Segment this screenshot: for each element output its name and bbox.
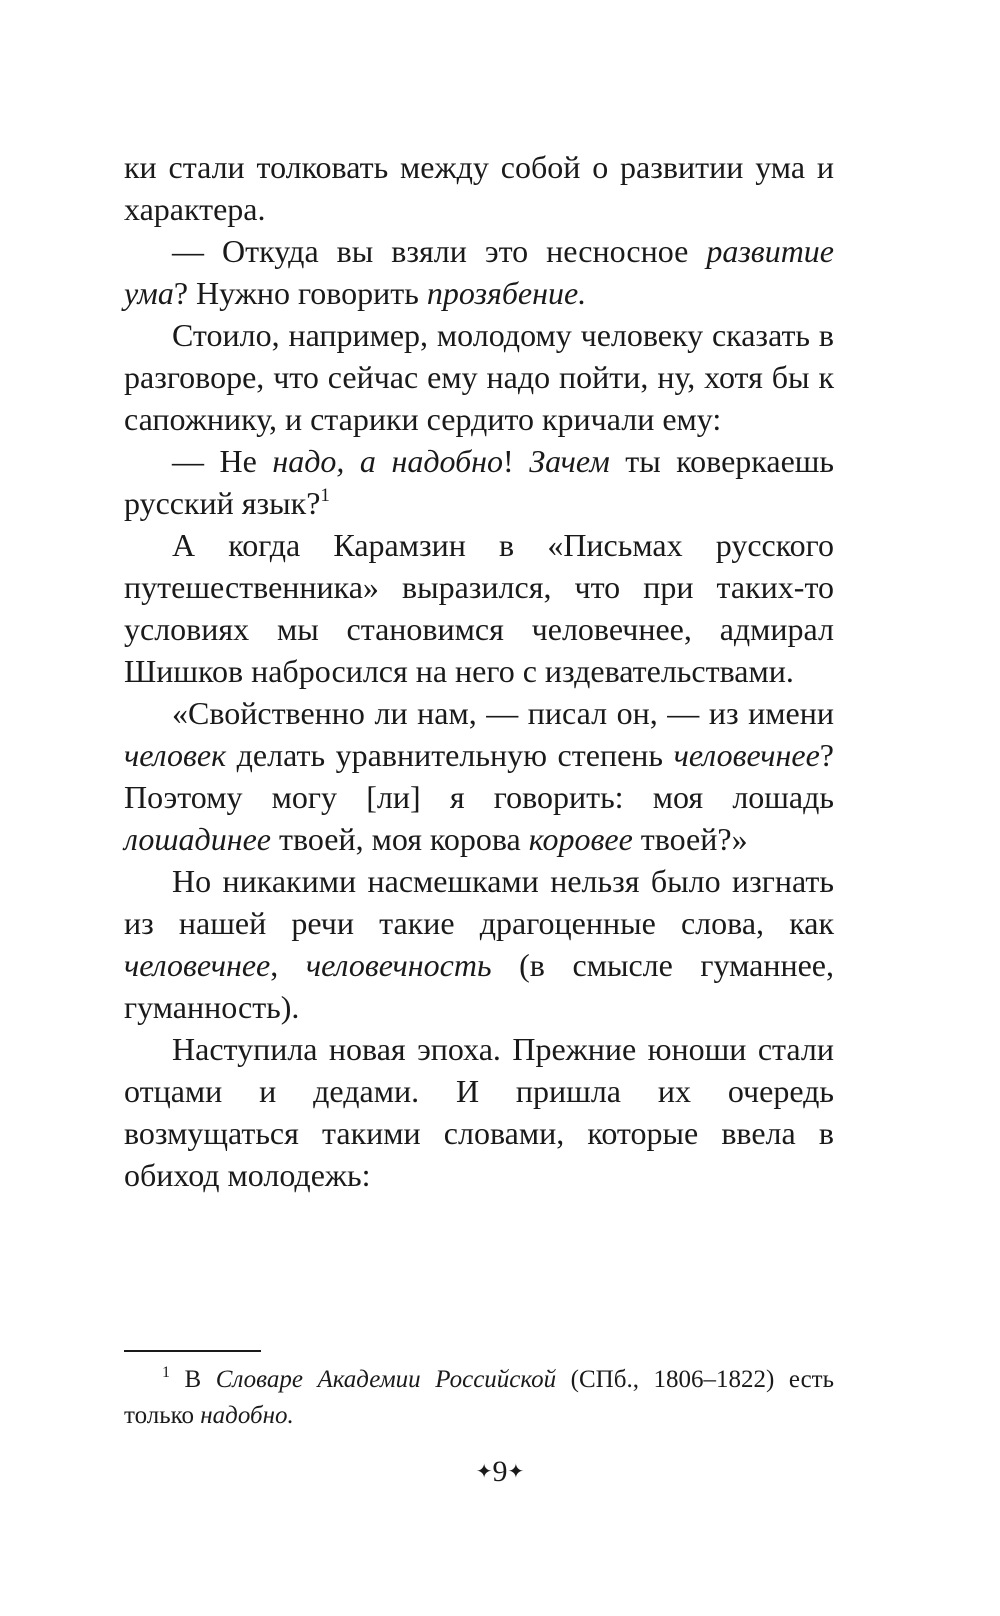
footnote-divider [124,1350,261,1352]
footnote-number: 1 [162,1364,170,1381]
paragraph-5: А когда Карамзин в «Письмах русского путешественника» выразился, что при таких-то условиях мы становимся человечнее, адмирал Шишков набросился на него с издевательствами. [124,527,834,689]
footnote-text: $^1$ В Словаре Академии Российской (СПб., 1806–1822) есть только надобно. [124,1364,835,1429]
italic-word: человечнее [673,737,820,773]
paragraph-2: — Откуда вы взяли это несносное развитие ума? Нужно говорить прозябение. [124,233,834,311]
italic-word: человечнее [124,947,271,983]
diamond-left-icon: ✦ [475,1461,493,1483]
italic-word: человек [124,737,227,773]
footnote [124,1362,834,1434]
italic-word: лошадинее [124,821,271,857]
page-footer [0,1452,1000,1492]
italic-word: прозябение. [426,275,587,311]
italic-word: человечность [305,947,492,983]
paragraph-8: Наступила новая эпоха. Прежние юноши стали отцами и дедами. И пришла их очередь возмущаться такими словами, которые ввела в обиход молодежь: [124,1031,834,1193]
diamond-right-icon: ✦ [507,1461,525,1483]
italic-title: Словаре Академии Российской [215,1366,557,1393]
main-text [124,146,834,1196]
footnote-reference[interactable]: 1 [320,485,330,506]
italic-word: Зачем [529,443,610,479]
paragraph-1: ки стали толковать между собой о развитии ума и характера. [124,149,834,227]
paragraph-4: — Не надо, а надобно! Зачем ты коверкаешь русский язык?$^1$ [124,443,834,521]
italic-word: коровее [528,821,633,857]
italic-word: надобно. [200,1402,294,1429]
paragraph-7: Но никакими насмешками нельзя было изгнать из нашей речи такие драгоценные слова, как человечнее, человечность (в смысле гуманнее, гуманность). [124,863,834,1025]
italic-phrase: развитие ума [124,233,834,311]
paragraph-6: «Свойственно ли нам, — писал он, — из имени человек делать уравнительную степень человечнее? Поэтому могу [ли] я говорить: моя лошадь лошадинее твоей, моя корова коровее твоей?» [124,695,834,857]
paragraph-3: Стоило, например, молодому человеку сказать в разговоре, что сейчас ему надо пойти, ну, хотя бы к сапожнику, и старики сердито кричали ему: [124,317,834,437]
italic-phrase: надо, а надобно [272,443,504,479]
page-number: 9 [492,1455,508,1488]
